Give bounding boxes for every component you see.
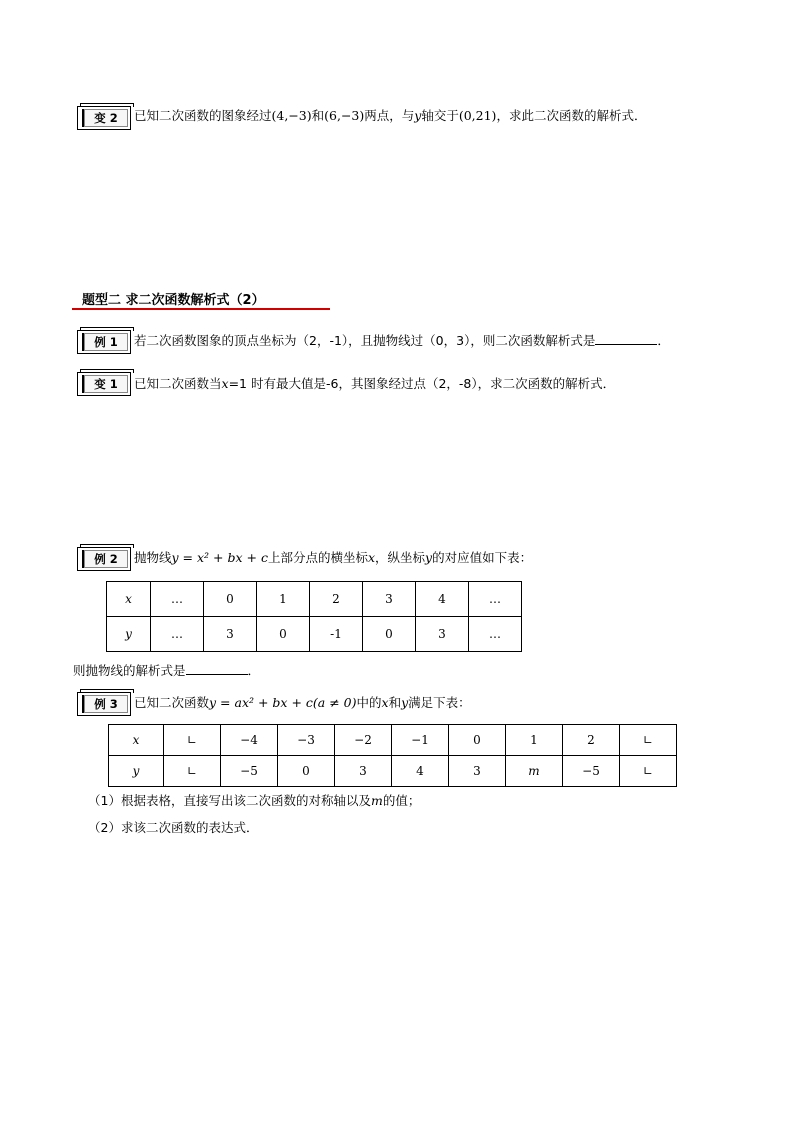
table-cell: x: [109, 725, 164, 756]
table-cell: 0: [363, 617, 416, 652]
li3-tag-label: 例 3: [84, 695, 128, 713]
li3-tag: [77, 692, 131, 716]
li3-q1: [88, 792, 420, 810]
li1-question: [134, 332, 670, 350]
bian2-text-e: ，求此二次函数的解析式．: [496, 108, 647, 123]
table-cell: 0: [278, 756, 335, 787]
li2-formula: y = x² + bx + c: [171, 550, 268, 565]
table-cell: …: [469, 582, 522, 617]
li3-text-b: 中的: [356, 695, 382, 710]
section-underline: [72, 308, 330, 310]
table-cell: 1: [506, 725, 563, 756]
table-cell: 3: [449, 756, 506, 787]
bian2-point-3: (0,21): [458, 108, 497, 123]
table-cell: ∟: [620, 725, 677, 756]
table-cell: m: [506, 756, 563, 787]
table-cell: 4: [416, 582, 469, 617]
table-cell: x: [107, 582, 151, 617]
li2-answer-blank[interactable]: [186, 662, 248, 675]
bian2-text-a: 已知二次函数的图象经过: [134, 108, 272, 123]
li3-question: [134, 694, 471, 712]
li3-text-a: 已知二次函数: [134, 695, 210, 710]
li2-after: [73, 662, 260, 680]
table-cell: −3: [278, 725, 335, 756]
table-cell: 2: [310, 582, 363, 617]
bian2-var-y: y: [414, 108, 422, 123]
li2-var-y: y: [425, 550, 433, 565]
li3-var-y: y: [401, 695, 409, 710]
table-row: [109, 725, 677, 756]
bian2-tag-label: 变 2: [84, 109, 128, 127]
bian1-tag-label: 变 1: [84, 375, 128, 393]
table-cell: 0: [257, 617, 310, 652]
bian1-question: [134, 375, 615, 393]
table-cell: …: [151, 617, 204, 652]
table-cell: …: [151, 582, 204, 617]
li2-after-text: 则抛物线的解析式是: [73, 663, 186, 678]
bian2-text-c: 两点，与: [364, 108, 415, 123]
li2-tag-label: 例 2: [84, 550, 128, 568]
li2-table: [106, 581, 522, 652]
bian2-tag: [77, 106, 131, 130]
li3-text-c: 和: [388, 695, 402, 710]
li2-var-x: x: [367, 550, 376, 565]
table-cell: ∟: [164, 725, 221, 756]
bian2-text-b: 和: [311, 108, 325, 123]
li3-formula: y = ax² + bx + c(a ≠ 0): [209, 695, 357, 710]
li3-table: [108, 724, 677, 787]
li1-tag-label: 例 1: [84, 333, 128, 351]
table-cell: −5: [221, 756, 278, 787]
section-title: 题型二 求二次函数解析式（2）: [82, 293, 265, 308]
li3-q1-text-b: 的值；: [382, 793, 421, 808]
table-row: [107, 617, 522, 652]
li1-text: 若二次函数图象的顶点坐标为（2，-1），且抛物线过（0，3），则二次函数解析式是: [134, 333, 596, 348]
bian2-point-2: (6,−3): [324, 108, 365, 123]
bian1-text-b: =1 时有最大值是-6，其图象经过点（2，-8），求二次函数的解析式．: [228, 376, 616, 391]
table-cell: 1: [257, 582, 310, 617]
li3-text-d: 满足下表：: [408, 695, 471, 710]
table-cell: ∟: [164, 756, 221, 787]
table-cell: 0: [204, 582, 257, 617]
li1-answer-blank[interactable]: [595, 332, 657, 345]
li2-after-end: ．: [247, 663, 261, 678]
bian1-text-a: 已知二次函数当: [134, 376, 222, 391]
li2-tag: [77, 547, 131, 571]
bian2-point-1: (4,−3): [271, 108, 312, 123]
table-cell: ∟: [620, 756, 677, 787]
li2-text-c: ，纵坐标: [375, 550, 426, 565]
bian1-var-x: x: [221, 376, 229, 391]
table-cell: −5: [563, 756, 620, 787]
bian2-text-d: 轴交于: [421, 108, 459, 123]
table-cell: y: [109, 756, 164, 787]
table-cell: …: [469, 617, 522, 652]
table-cell: 3: [416, 617, 469, 652]
li1-end: ．: [657, 333, 670, 348]
table-cell: −1: [392, 725, 449, 756]
li2-text-d: 的对应值如下表：: [432, 550, 533, 565]
table-cell: 3: [335, 756, 392, 787]
table-cell: -1: [310, 617, 363, 652]
table-cell: 0: [449, 725, 506, 756]
table-cell: 2: [563, 725, 620, 756]
table-cell: 4: [392, 756, 449, 787]
table-cell: y: [107, 617, 151, 652]
table-cell: −2: [335, 725, 392, 756]
table-row: [107, 582, 522, 617]
table-cell: −4: [221, 725, 278, 756]
table-cell: 3: [204, 617, 257, 652]
li3-q1-text-a: （1）根据表格，直接写出该二次函数的对称轴以及: [88, 793, 371, 808]
li2-text-b: 上部分点的横坐标: [267, 550, 368, 565]
li2-text-a: 抛物线: [134, 550, 172, 565]
li3-var-x: x: [381, 695, 389, 710]
li2-question: [134, 549, 532, 567]
li1-tag: [77, 330, 131, 354]
li3-q2: （2）求该二次函数的表达式．: [88, 820, 259, 835]
li3-q1-var-m: m: [370, 793, 383, 808]
bian2-question: [134, 107, 646, 125]
bian1-tag: [77, 372, 131, 396]
table-cell: 3: [363, 582, 416, 617]
table-row: [109, 756, 677, 787]
